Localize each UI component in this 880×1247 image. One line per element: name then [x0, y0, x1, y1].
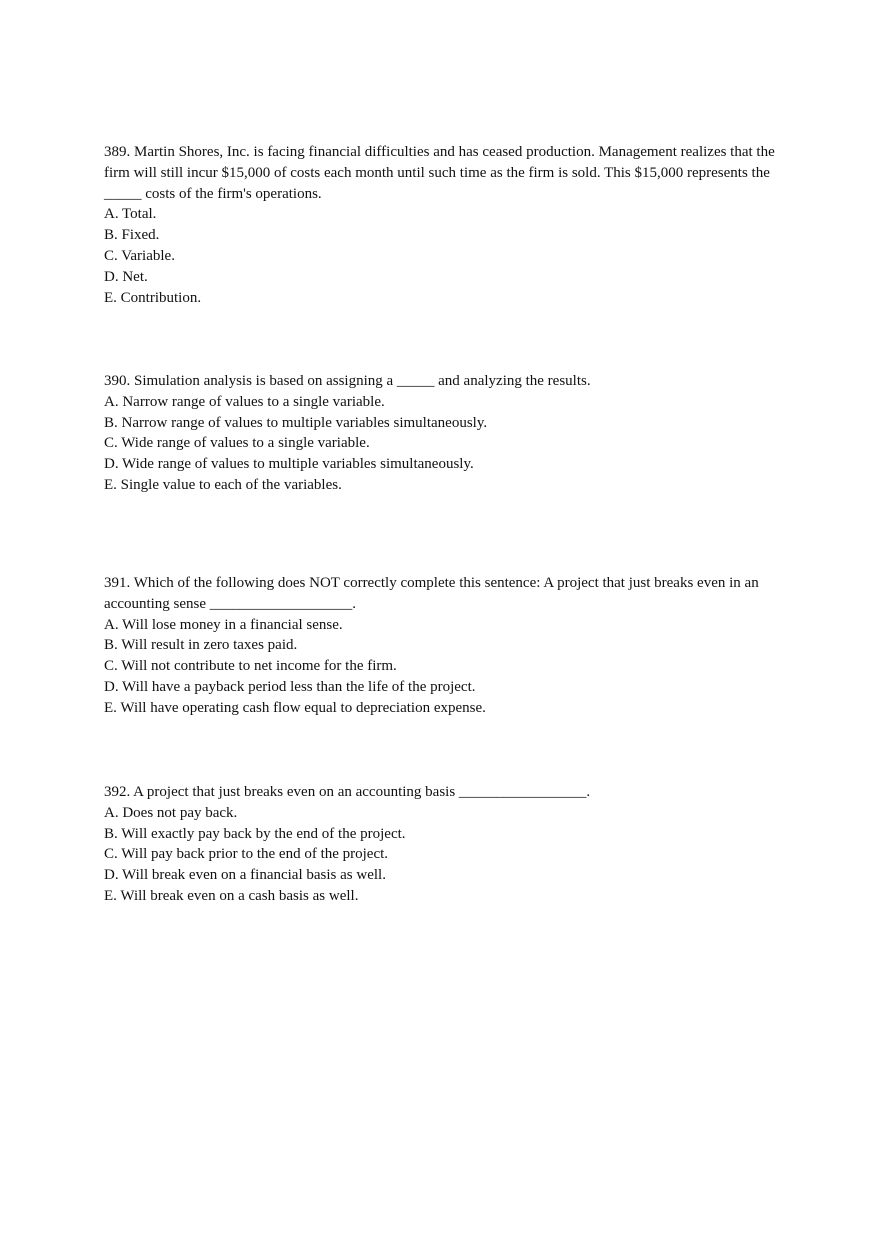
answer-option-a: A. Will lose money in a financial sense. — [104, 616, 343, 633]
answer-option-c: C. Variable. — [104, 247, 175, 264]
answer-option-a: A. Total. — [104, 206, 157, 223]
question-stem: 389. Martin Shores, Inc. is facing financial difficulties and has ceased production. Management realizes that the firm will still incur $15,000 of costs each month until such time as the firm is sold. This $15,000 represents the _____ costs of the firm's operations. — [104, 144, 775, 202]
answer-options — [104, 204, 784, 308]
question-391 — [104, 573, 784, 719]
answer-option-b: B. Will exactly pay back by the end of the project. — [104, 825, 406, 842]
answer-options — [104, 392, 784, 496]
answer-option-c: C. Will pay back prior to the end of the project. — [104, 846, 389, 863]
answer-options — [104, 615, 784, 719]
question-stem: 392. A project that just breaks even on an accounting basis _________________. — [104, 784, 591, 800]
question-392 — [104, 782, 784, 907]
answer-options — [104, 803, 784, 907]
answer-option-d: D. Wide range of values to multiple variables simultaneously. — [104, 456, 474, 473]
question-stem: 391. Which of the following does NOT correctly complete this sentence: A project that just breaks even in an accounting sense ___________________. — [104, 575, 759, 612]
answer-option-c: C. Wide range of values to a single variable. — [104, 435, 370, 452]
answer-option-b: B. Will result in zero taxes paid. — [104, 637, 298, 654]
answer-option-d: D. Will break even on a financial basis as well. — [104, 867, 386, 884]
answer-option-d: D. Net. — [104, 268, 148, 285]
answer-option-e: E. Contribution. — [104, 289, 202, 306]
answer-option-a: A. Narrow range of values to a single variable. — [104, 393, 385, 410]
question-389 — [104, 142, 784, 308]
answer-option-e: E. Will have operating cash flow equal to depreciation expense. — [104, 699, 486, 716]
answer-option-b: B. Narrow range of values to multiple variables simultaneously. — [104, 414, 488, 431]
question-stem: 390. Simulation analysis is based on assigning a _____ and analyzing the results. — [104, 373, 591, 389]
question-390 — [104, 371, 784, 496]
answer-option-a: A. Does not pay back. — [104, 804, 238, 821]
answer-option-e: E. Single value to each of the variables. — [104, 476, 342, 493]
answer-option-c: C. Will not contribute to net income for the firm. — [104, 658, 397, 675]
answer-option-d: D. Will have a payback period less than the life of the project. — [104, 678, 476, 695]
answer-option-b: B. Fixed. — [104, 227, 160, 244]
answer-option-e: E. Will break even on a cash basis as well. — [104, 887, 359, 904]
